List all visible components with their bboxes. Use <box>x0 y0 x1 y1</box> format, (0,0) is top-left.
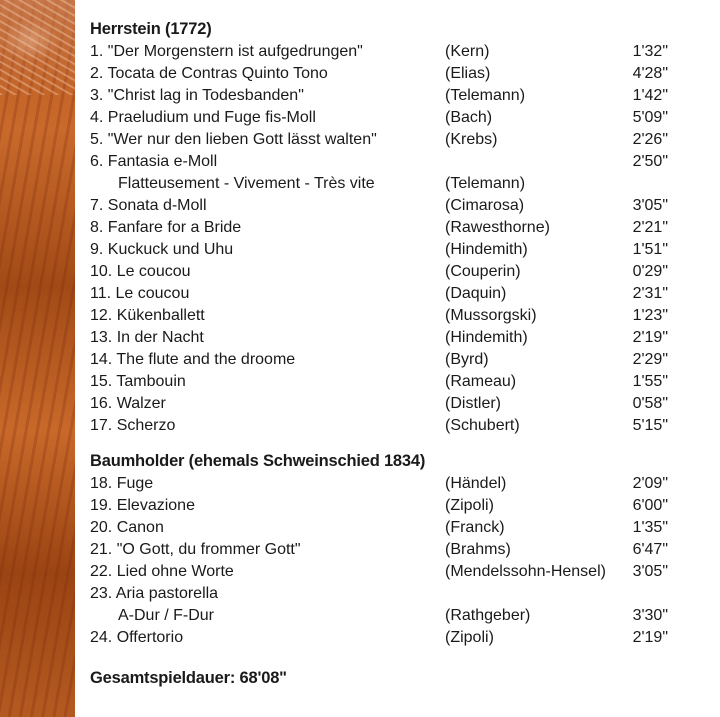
track-row <box>90 63 680 85</box>
track-duration: 0'58" <box>632 395 668 412</box>
track-composer: (Telemann) <box>445 87 526 104</box>
track-row <box>90 217 680 239</box>
track-duration: 5'15" <box>632 417 668 434</box>
track-title: 22. Lied ohne Worte <box>90 563 234 580</box>
track-duration: 1'42" <box>632 87 668 104</box>
track-row <box>90 41 680 63</box>
track-duration: 2'31" <box>632 285 668 302</box>
track-duration: 1'32" <box>632 43 668 60</box>
track-duration: 1'35" <box>632 519 668 536</box>
track-duration: 2'09" <box>632 475 668 492</box>
section-gap <box>90 437 680 449</box>
track-duration: 2'26" <box>632 131 668 148</box>
track-row <box>90 539 680 561</box>
track-composer: (Franck) <box>445 519 505 536</box>
track-title: 10. Le coucou <box>90 263 191 280</box>
track-composer: (Krebs) <box>445 131 498 148</box>
track-title: 12. Kükenballett <box>90 307 205 324</box>
track-title: 16. Walzer <box>90 395 166 412</box>
track-composer: (Zipoli) <box>445 497 494 514</box>
track-composer: (Händel) <box>445 475 507 492</box>
track-duration: 3'05" <box>632 197 668 214</box>
track-row <box>90 495 680 517</box>
track-duration: 2'19" <box>632 329 668 346</box>
track-duration: 2'19" <box>632 629 668 646</box>
track-row <box>90 283 680 305</box>
track-title: 9. Kuckuck und Uhu <box>90 241 234 258</box>
track-title: 14. The flute and the droome <box>90 351 296 368</box>
track-duration: 2'21" <box>632 219 668 236</box>
track-row <box>90 107 680 129</box>
track-row <box>90 415 680 437</box>
track-composer: (Kern) <box>445 43 490 60</box>
track-duration: 3'30" <box>632 607 668 624</box>
track-title: 17. Scherzo <box>90 417 176 434</box>
track-title: 23. Aria pastorella <box>90 585 219 602</box>
track-title: 18. Fuge <box>90 475 154 492</box>
track-composer: (Mussorgski) <box>445 307 537 324</box>
track-duration: 5'09" <box>632 109 668 126</box>
track-title: 2. Tocata de Contras Quinto Tono <box>90 65 328 82</box>
track-row <box>90 393 680 415</box>
track-duration: 1'51" <box>632 241 668 258</box>
track-composer: (Brahms) <box>445 541 511 558</box>
track-composer: (Hindemith) <box>445 329 528 346</box>
track-title: 8. Fanfare for a Bride <box>90 219 242 236</box>
track-composer: (Schubert) <box>445 417 520 434</box>
track-composer: (Rameau) <box>445 373 517 390</box>
track-row <box>90 239 680 261</box>
track-title: 24. Offertorio <box>90 629 184 646</box>
track-composer: (Zipoli) <box>445 629 494 646</box>
track-duration: 6'00" <box>632 497 668 514</box>
track-title: 4. Praeludium und Fuge fis-Moll <box>90 109 316 126</box>
track-row <box>90 195 680 217</box>
track-row <box>90 561 680 583</box>
track-row <box>90 517 680 539</box>
track-composer: (Rawesthorne) <box>445 219 550 236</box>
track-row <box>90 627 680 649</box>
track-row <box>90 473 680 495</box>
track-composer: (Cimarosa) <box>445 197 525 214</box>
track-duration: 6'47" <box>632 541 668 558</box>
track-composer: (Rathgeber) <box>445 607 531 624</box>
track-row <box>90 151 680 195</box>
track-composer: (Telemann) <box>445 175 526 192</box>
track-row <box>90 261 680 283</box>
track-title: 6. Fantasia e-Moll <box>90 153 218 170</box>
track-duration: 2'50" <box>632 153 668 170</box>
section-title: Baumholder (ehemals Schweinschied 1834) <box>90 452 426 470</box>
track-title: 15. Tambouin <box>90 373 186 390</box>
track-duration: 2'29" <box>632 351 668 368</box>
track-duration: 3'05" <box>632 563 668 580</box>
track-row <box>90 371 680 393</box>
total-gap <box>90 649 680 666</box>
track-duration: 4'28" <box>632 65 668 82</box>
side-photo-strip <box>0 0 75 717</box>
total-duration: Gesamtspieldauer: 68'08" <box>90 669 287 687</box>
track-duration: 1'23" <box>632 307 668 324</box>
track-listing <box>90 17 680 690</box>
track-composer: (Bach) <box>445 109 493 126</box>
track-composer: (Distler) <box>445 395 501 412</box>
track-duration: 0'29" <box>632 263 668 280</box>
track-duration: 1'55" <box>632 373 668 390</box>
track-row <box>90 349 680 371</box>
track-composer: (Hindemith) <box>445 241 528 258</box>
track-composer: (Mendelssohn-Hensel) <box>445 563 606 580</box>
track-composer: (Byrd) <box>445 351 489 368</box>
track-composer: (Daquin) <box>445 285 507 302</box>
track-title: 21. "O Gott, du frommer Gott" <box>90 541 301 558</box>
track-row <box>90 583 680 627</box>
track-title: 1. "Der Morgenstern ist aufgedrungen" <box>90 43 363 60</box>
track-subtitle: Flatteusement - Vivement - Très vite <box>118 175 375 192</box>
track-composer: (Couperin) <box>445 263 521 280</box>
section-title: Herrstein (1772) <box>90 20 212 38</box>
track-title: 5. "Wer nur den lieben Gott lässt walten" <box>90 131 377 148</box>
carving-detail <box>0 0 75 95</box>
track-subtitle: A-Dur / F-Dur <box>118 607 214 624</box>
track-row <box>90 85 680 107</box>
track-row <box>90 305 680 327</box>
track-row <box>90 129 680 151</box>
track-title: 20. Canon <box>90 519 164 536</box>
track-title: 13. In der Nacht <box>90 329 204 346</box>
track-composer: (Elias) <box>445 65 491 82</box>
track-title: 7. Sonata d-Moll <box>90 197 207 214</box>
track-title: 19. Elevazione <box>90 497 195 514</box>
track-title: 11. Le coucou <box>90 285 190 302</box>
track-row <box>90 327 680 349</box>
track-title: 3. "Christ lag in Todesbanden" <box>90 87 304 104</box>
